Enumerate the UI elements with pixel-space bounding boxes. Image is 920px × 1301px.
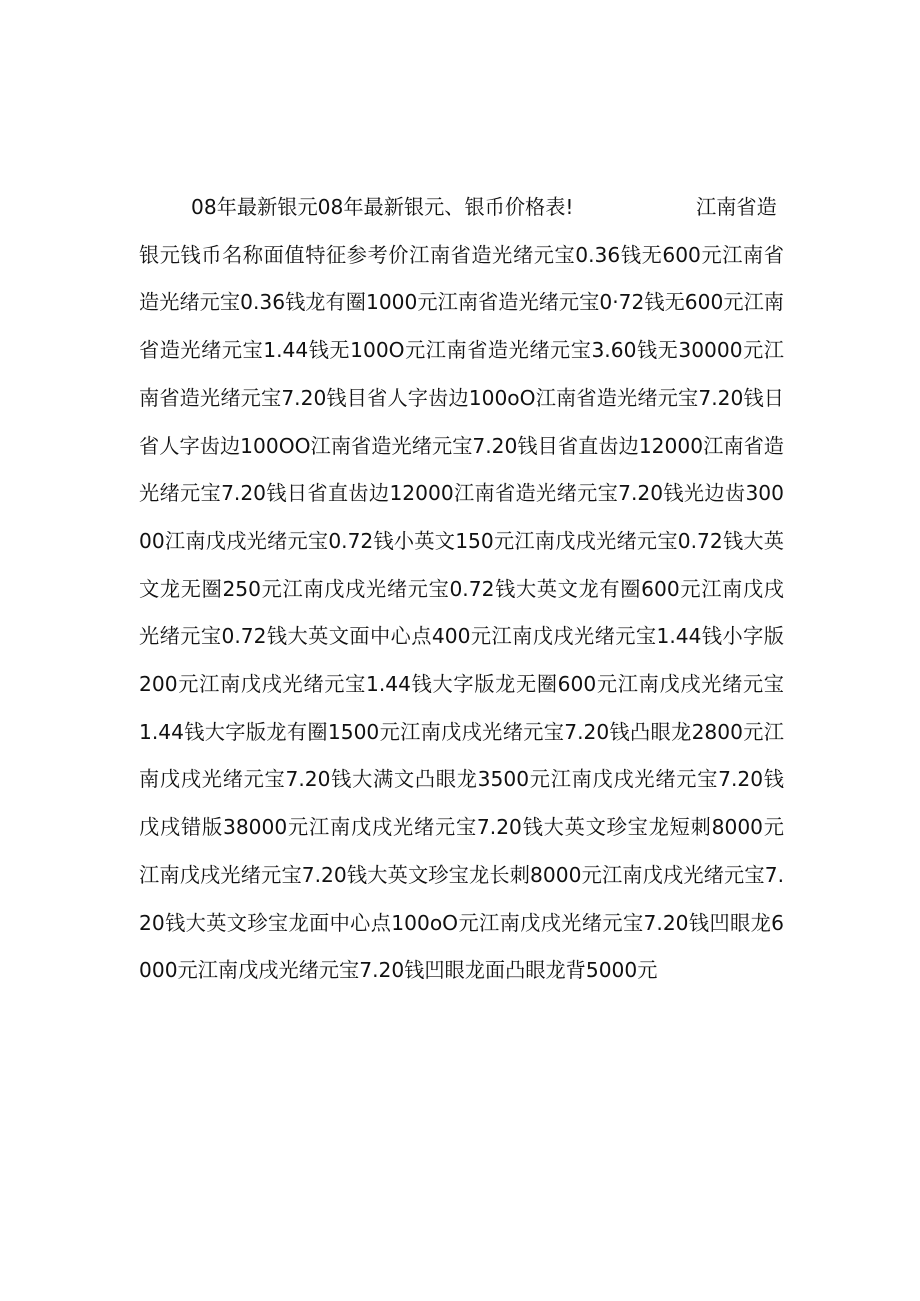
document-heading: 08年最新银元08年最新银元、银币价格表! [191,195,574,219]
price-list-body: 银元钱币名称面值特征参考价江南省造光绪元宝0.36钱无600元江南省造光绪元宝0.36钱龙有圈1000元江南省造光绪元宝0·72钱无600元江南省造光绪元宝1.44钱无100O元江南省造光绪元宝3.60钱无30000元江南省造光绪元宝7.20钱目省人字齿边100oO江南省造光绪元宝7.20钱日省人字齿边100OO江南省造光绪元宝7.20钱目省直齿边12000江南省造光绪元宝7.20钱日省直齿边12000江南省造光绪元宝7.20钱光边齿30000江南戊戌光绪元宝0.72钱小英文150元江南戊戌光绪元宝0.72钱大英文龙无圈250元江南戊戌光绪元宝0.72钱大英文龙有圈600元江南戊戌光绪元宝0.72钱大英文面中心点400元江南戊戌光绪元宝1.44钱小字版200元江南戊戌光绪元宝1.44钱大字版龙无圈600元江南戊戌光绪元宝1.44钱大字版龙有圈1500元江南戊戌光绪元宝7.20钱凸眼龙2800元江南戊戌光绪元宝7.20钱大满文凸眼龙3500元江南戊戌光绪元宝7.20钱戊戌错版38000元江南戊戌光绪元宝7.20钱大英文珍宝龙短刺8000元江南戊戌光绪元宝7.20钱大英文珍宝龙长刺8000元江南戊戌光绪元宝7.20钱大英文珍宝龙面中心点100oO元江南戊戌光绪元宝7.20钱凹眼龙6000元江南戊戌光绪元宝7.20钱凹眼龙面凸眼龙背5000元 [139,242,784,983]
first-line [139,184,784,232]
paragraph-lead: 江南省造 [696,195,777,219]
price-list-paragraph [139,184,784,995]
